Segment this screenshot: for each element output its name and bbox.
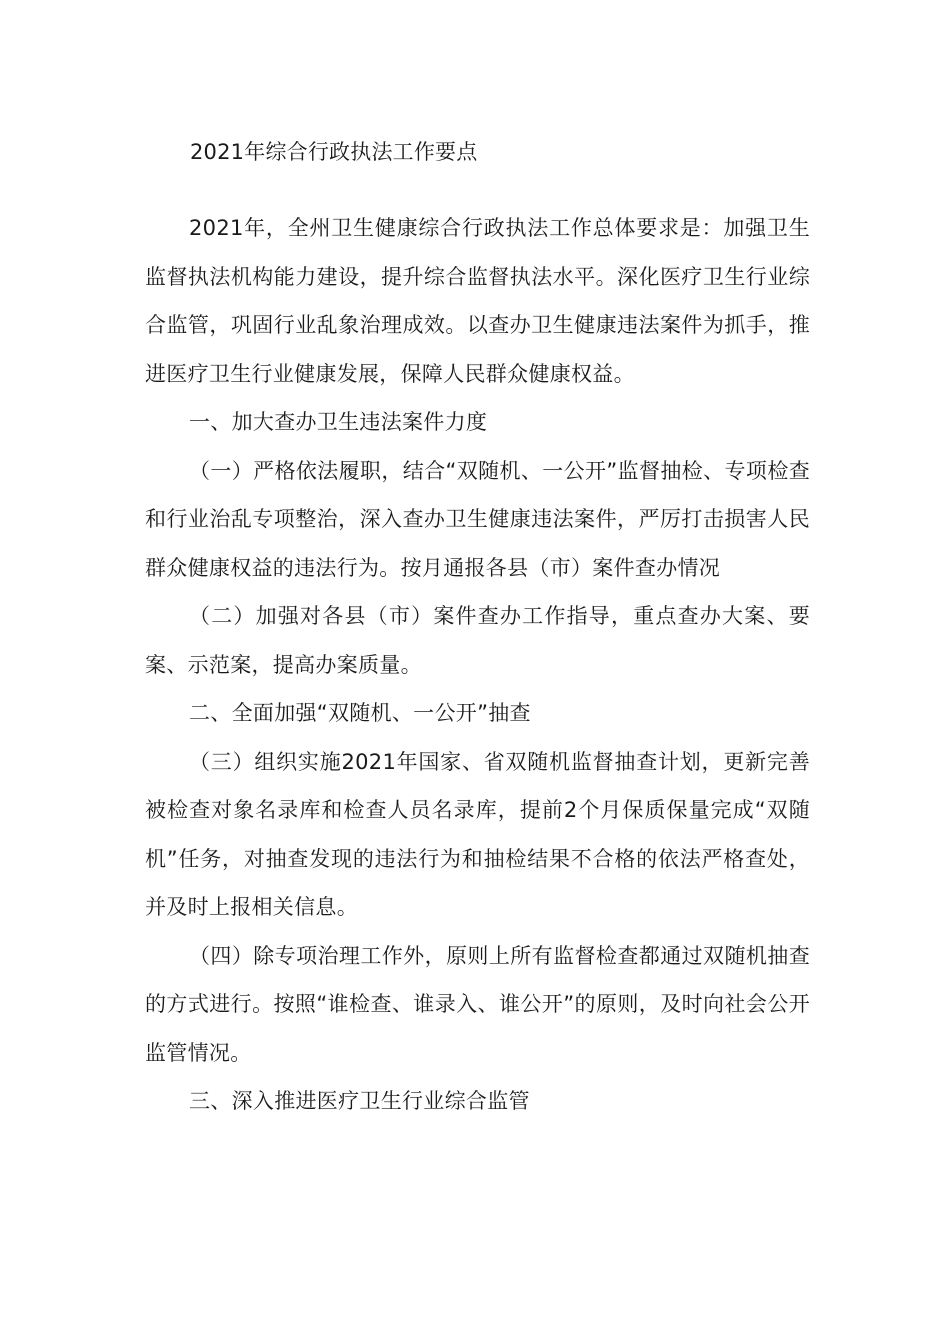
item-paragraph-4: （四）除专项治理工作外，原则上所有监督检查都通过双随机抽查的方式进行。按照“谁检查、谁录入、谁公开”的原则，及时向社会公开监管情况。: [145, 943, 810, 1065]
section-heading-3: 三、深入推进医疗卫生行业综合监管: [189, 1089, 530, 1113]
item-paragraph-2: （二）加强对各县（市）案件查办工作指导，重点查办大案、要案、示范案，提高办案质量。: [145, 604, 810, 677]
document-body: [145, 204, 810, 1126]
document-title: 2021年综合行政执法工作要点: [190, 140, 478, 164]
section-heading-1: 一、加大查办卫生违法案件力度: [189, 410, 488, 434]
item-paragraph-1: （一）严格依法履职，结合“双随机、一公开”监督抽检、专项检查和行业治乱专项整治，深入查办卫生健康违法案件，严厉打击损害人民群众健康权益的违法行为。按月通报各县（市）案件查办情况: [145, 458, 810, 580]
item-paragraph-3: （三）组织实施2021年国家、省双随机监督抽查计划，更新完善被检查对象名录库和检查人员名录库，提前2个月保质保量完成“双随机”任务，对抽查发现的违法行为和抽检结果不合格的依法严格查处，并及时上报相关信息。: [145, 749, 810, 919]
intro-paragraph: 2021年，全州卫生健康综合行政执法工作总体要求是：加强卫生监督执法机构能力建设，提升综合监督执法水平。深化医疗卫生行业综合监管，巩固行业乱象治理成效。以查办卫生健康违法案件为抓手，推进医疗卫生行业健康发展，保障人民群众健康权益。: [145, 216, 810, 386]
section-heading-2: 二、全面加强“双随机、一公开”抽查: [189, 701, 531, 725]
